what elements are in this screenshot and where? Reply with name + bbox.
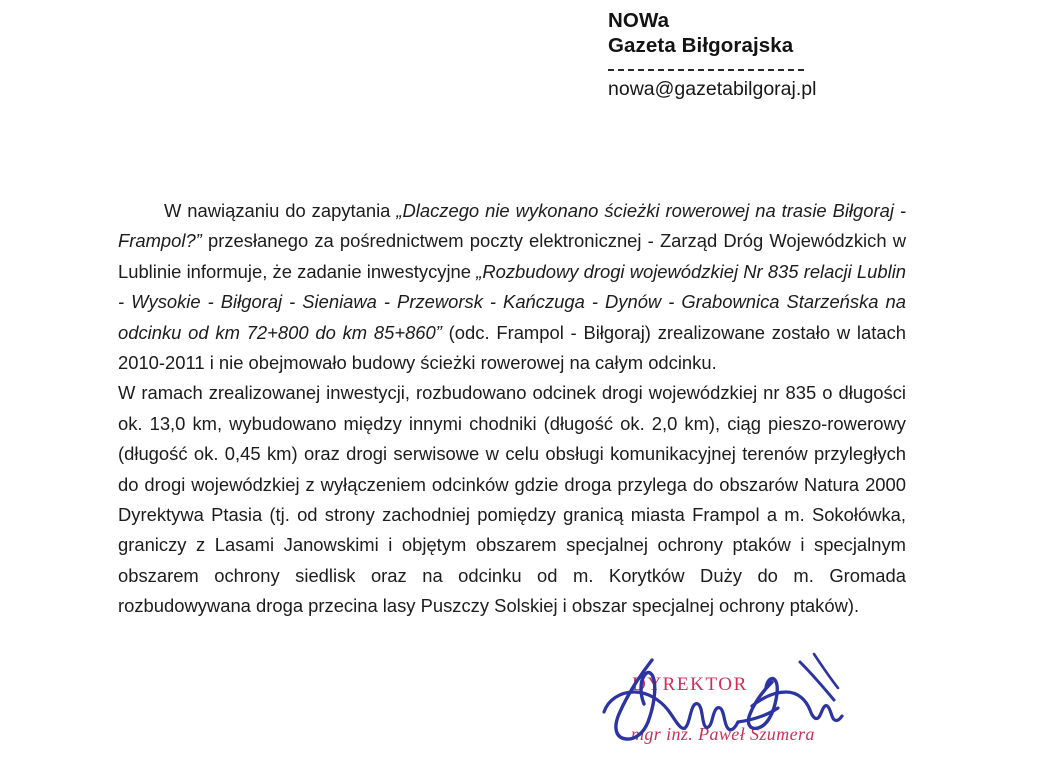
letterhead bbox=[608, 8, 938, 102]
body-paragraph-1 bbox=[118, 196, 906, 378]
paragraph1-segment-2: przesłanego za pośrednictwem poczty elektronicznej - Zarząd Dróg Wojewódzkich w Lublinie informuje, że zadanie inwestycyjne bbox=[118, 230, 906, 282]
stamp-title-text: DYREKTOR bbox=[632, 674, 748, 695]
paragraph1-quote-2: „Rozbudowy drogi wojewódzkiej Nr 835 relacji Lublin - Wysokie - Biłgoraj - Sieniawa - Przeworsk - Kańczuga - Dynów - Grabownica Starzeńska na odcinku od km 72+800 do km 85+860” bbox=[118, 260, 907, 343]
body-paragraph-2: W ramach zrealizowanej inwestycji, rozbudowano odcinek drogi wojewódzkiej nr 835 o długości ok. 13,0 km, wybudowano między innymi chodniki (długość ok. 2,0 km), ciąg pieszo-rowerowy (długość ok. 0,45 km) oraz drogi serwisowe w celu obsługi komunikacyjnej terenów przyległych do drogi wojewódzkiej z wyłączeniem odcinków gdzie droga przylega do obszarów Natura 2000 Dyrektywa Ptasia (tj. od strony zachodniej pomiędzy granicą miasta Frampol a m. Sokołówka, graniczy z Lasami Janowskimi i objętym obszarem specjalnej ochrony ptaków i specjalnym obszarem ochrony siedlisk oraz na odcinku od m. Korytków Duży do m. Gromada rozbudowywana droga przecina lasy Puszczy Solskiej i obszar specjalnej ochrony ptaków). bbox=[118, 382, 906, 617]
stamp-name-text: mgr inż. Paweł Szumera bbox=[631, 724, 815, 744]
letterhead-name-line1: NOWa bbox=[608, 9, 670, 32]
paragraph1-segment-1: W nawiązaniu do zapytania bbox=[164, 200, 397, 221]
letterhead-name-line2: Gazeta Biłgorajska bbox=[608, 34, 794, 57]
letterhead-divider bbox=[608, 69, 804, 71]
signature-block bbox=[586, 648, 886, 768]
paragraph1-segment-3: (odc. Frampol - Biłgoraj) zrealizowane zostało w latach 2010-2011 i nie obejmowało budowy ścieżki rowerowej na całym odcinku. bbox=[118, 321, 906, 374]
letter-body bbox=[118, 196, 906, 622]
letterhead-email: nowa@gazetabilgoraj.pl bbox=[608, 78, 817, 100]
paragraph1-quote-1: „Dlaczego nie wykonano ścieżki rowerowej na trasie Biłgoraj - Frampol?” bbox=[118, 200, 906, 252]
